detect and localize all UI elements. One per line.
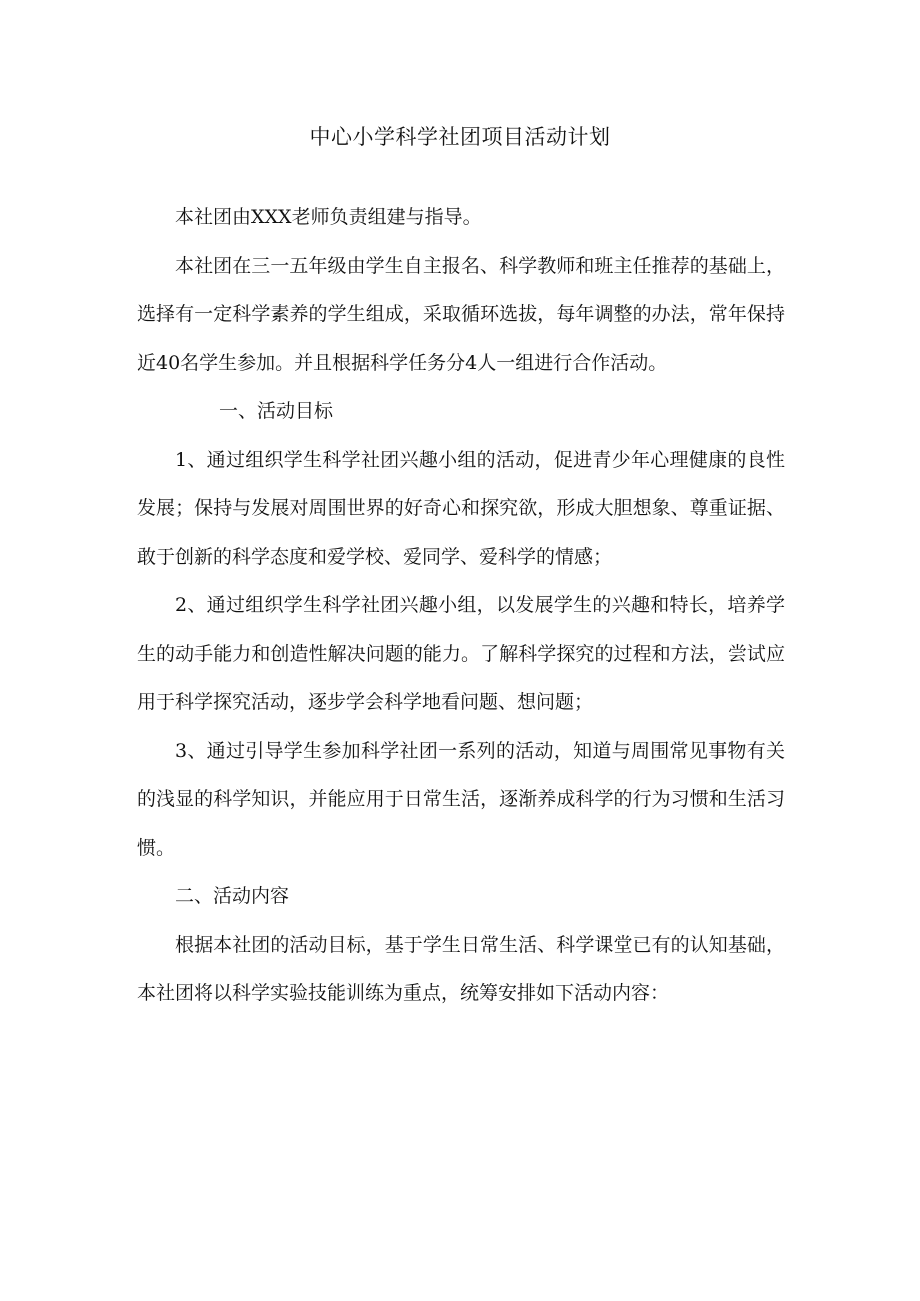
goal-item-1: 1、通过组织学生科学社团兴趣小组的活动，促进青少年心理健康的良性发展；保持与发展对周围世界的好奇心和探究欲，形成大胆想象、尊重证据、敢于创新的科学态度和爱学校、爱同学、爱科学的情感； bbox=[137, 448, 785, 568]
goal-item-3: 3、通过引导学生参加科学社团一系列的活动，知道与周围常见事物有关的浅显的科学知识，并能应用于日常生活，逐渐养成科学的行为习惯和生活习惯。 bbox=[137, 739, 785, 859]
goal-item-2: 2、通过组织学生科学社团兴趣小组，以发展学生的兴趣和特长，培养学生的动手能力和创造性解决问题的能力。了解科学探究的过程和方法，尝试应用于科学探究活动，逐步学会科学地看问题、想问题； bbox=[137, 594, 785, 713]
section-heading-content: 二、活动内容 bbox=[175, 885, 290, 907]
document-title: 中心小学科学社团项目活动计划 bbox=[309, 125, 611, 149]
section-heading-goals: 一、活动目标 bbox=[219, 400, 334, 422]
intro-paragraph-2: 本社团在三一五年级由学生自主报名、科学教师和班主任推荐的基础上，选择有一定科学素养的学生组成，采取循环选拔，每年调整的办法，常年保持近40名学生参加。并且根据科学任务分4人一组进行合作活动。 bbox=[137, 254, 785, 374]
intro-paragraph-1: 本社团由XXX老师负责组建与指导。 bbox=[175, 206, 482, 228]
content-paragraph: 根据本社团的活动目标，基于学生日常生活、科学课堂已有的认知基础，本社团将以科学实验技能训练为重点，统筹安排如下活动内容： bbox=[137, 933, 785, 1004]
document-body bbox=[137, 193, 785, 1018]
